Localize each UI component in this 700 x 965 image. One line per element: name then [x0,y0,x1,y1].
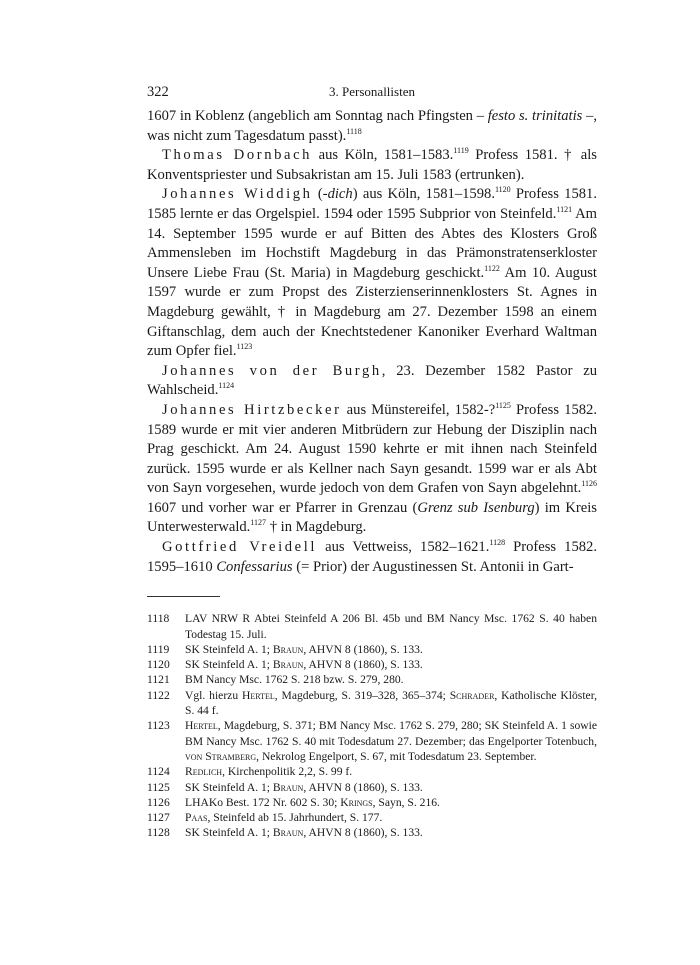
text-run: , 23. Dezember 1582 Pastor zu Wahlscheid. [147,362,597,399]
text-run: , AHVN 8 (1860), S. 133. [303,826,423,840]
text-run: , Magdeburg, S. 319–328, 365–374; [274,688,450,702]
footnote-number: 1119 [147,642,170,656]
page-header [147,84,597,104]
text-run: Profess 1582. 1589 wurde er mit vier anderen Mitbrüdern zur Hebung der Disziplin nach Prag geschickt. Am 24. August 1590 kehrte er mit ihnen nach Steinfeld zurück. 1595 wurde er als Kellner nach Sayn gesandt. 1599 war er als Abt von Sayn vorgesehen, wurde jedoch von dem Grafen von Sayn abgelehnt. [147,401,597,497]
footnote-number: 1120 [147,658,170,672]
footnote [147,795,597,810]
footnote [147,688,597,719]
italic-text: Grenz sub Isenburg [417,499,535,516]
paragraph [147,362,597,401]
text-run: ( [312,186,323,203]
text-run: , Nekrolog Engelport, S. 67, mit Todesdatum 23. September. [256,749,537,763]
footnote [147,810,597,825]
footnote-number: 1127 [147,811,170,825]
text-run: , Sayn, S. 216. [372,795,440,809]
person-name: Johannes Widdigh [162,186,313,203]
text-run: , AHVN 8 (1860), S. 133. [303,780,423,794]
author-name: Braun [272,642,304,656]
footnote [147,825,597,840]
footnote-ref: 1127 [250,518,267,528]
author-name: Redlich [185,765,223,779]
page [147,84,597,841]
footnote-ref: 1126 [581,479,597,489]
text-run: LAV NRW R Abtei Steinfeld A 206 Bl. 45b und BM Nancy Msc. 1762 S. 40 haben Todestag 15. Juli. [185,612,597,641]
footnote-ref: 1119 [453,146,469,156]
text-run: Am 10. August 1597 wurde er zum Propst des Zisterzienserinnenklosters St. Agnes in Magdeburg gewählt, † in Magdeburg am 27. Dezember 1598 an einem Giftanschlag, dem auch der Knechtstedener Kanoniker Everhard Waltman zum Opfer fiel. [147,264,597,360]
text-run: Vgl. hierzu [185,688,242,702]
text-run: Profess 1581. 1585 lernte er das Orgelspiel. 1594 oder 1595 Subprior von Steinfeld. [147,186,597,222]
text-run: ) im Kreis Unterwesterwald. [147,499,597,536]
text-run: aus Vettweiss, 1582–1621. [317,539,490,556]
footnote-ref: 1128 [489,538,506,548]
author-name: Krings [340,795,373,809]
page-number: 322 [147,84,169,100]
text-run: aus Münstereifel, 1582-? [341,401,496,418]
footnote [147,642,597,657]
footnote [147,718,597,764]
text-run: Profess 1581. † als Konventspriester und Subsakristan am 15. Juli 1583 (ertrunken). [147,147,597,183]
text-run: 1607 in Koblenz (angeblich am Sonntag nach Pfingsten – [147,108,488,124]
footnote [147,780,597,795]
footnote-ref: 1121 [556,205,573,215]
footnote [147,764,597,779]
footnote-number: 1125 [147,780,170,794]
footnote-number: 1121 [147,673,170,687]
footnote [147,672,597,687]
person-name: Thomas Dornbach [162,147,313,164]
author-name: Hertel [185,719,218,733]
text-run: SK Steinfeld A. 1; [185,658,273,672]
text-run: Profess 1582. 1595–1610 [147,539,598,575]
text-run: (= Prior) der Augustinessen St. Antonii in Gart- [292,558,574,575]
text-run: Am 14. September 1595 wurde er auf Bitten des Abtes des Klosters Groß Ammensleben im Hochstift Magdeburg in das Prämonstratenserkloster Unsere Liebe Frau (St. Maria) in Magdeburg geschickt. [147,205,598,281]
text-run: , AHVN 8 (1860), S. 133. [303,658,423,672]
footnote-number: 1118 [147,612,170,626]
footnote-number: 1123 [147,719,170,733]
footnote-ref: 1120 [494,185,511,195]
author-name: Hertel [241,688,275,702]
author-name: Braun [272,826,304,840]
author-name: von Stramberg [185,749,257,763]
footnote [147,611,597,642]
text-run: aus Köln, 1581–1583. [312,147,454,164]
footnote-number: 1128 [147,826,170,840]
author-name: Braun [272,658,304,672]
text-run: , AHVN 8 (1860), S. 133. [303,642,423,656]
text-run: † in Magdeburg. [266,519,367,536]
author-name: Braun [272,780,304,794]
footnote-number: 1122 [147,688,170,702]
text-run: , Kirchenpolitik 2,2, S. 99 f. [222,765,353,779]
paragraph [147,538,597,577]
paragraph [147,107,597,146]
footnotes [147,611,597,840]
text-run: ) aus Köln, 1581–1598. [352,186,495,203]
author-name: Paas [185,811,208,825]
footnote-ref: 1124 [218,381,235,391]
text-run: , Katholische Klöster, S. 44 f. [185,688,597,718]
text-run: BM Nancy Msc. 1762 S. 218 bzw. S. 279, 280. [185,673,404,687]
person-name: Johannes Hirtzbecker [162,401,342,418]
italic-text: -dich [322,186,353,203]
text-run: , Steinfeld ab 15. Jahrhundert, S. 177. [207,811,383,825]
text-run: SK Steinfeld A. 1; [185,780,273,794]
paragraph [147,185,597,361]
footnote [147,657,597,672]
footnote-number: 1124 [147,765,170,779]
paragraph [147,146,597,185]
text-run: LHAKo Best. 172 Nr. 602 S. 30; [185,795,341,809]
text-run: 1607 und vorher war er Pfarrer in Grenzau ( [147,499,418,516]
text-run: SK Steinfeld A. 1; [185,642,273,656]
footnote-ref: 1125 [495,401,511,411]
person-name: Gottfried Vreidell [162,539,318,556]
author-name: Schrader [449,688,495,702]
paragraph [147,401,597,538]
footnote-ref: 1118 [346,126,362,136]
text-run: , Magdeburg, S. 371; BM Nancy Msc. 1762 S. 279, 280; SK Steinfeld A. 1 sowie BM Nancy Msc. 1762 S. 40 mit Todesdatum 27. Dezember; das Engelporter Totenbuch, [185,719,597,748]
footnote-ref: 1123 [236,342,253,352]
footnote-number: 1126 [147,795,170,809]
italic-text: Confessarius [216,558,293,575]
body-text [147,107,597,577]
footnote-ref: 1122 [484,263,500,273]
person-name: Johannes von der Burgh [162,362,382,379]
running-title: 3. Personallisten [329,84,415,99]
text-run: SK Steinfeld A. 1; [185,826,273,840]
footnote-separator [147,596,220,597]
italic-text: festo s. trinitatis [487,108,583,124]
text-run: –, was nicht zum Tagesdatum passt). [147,108,598,144]
